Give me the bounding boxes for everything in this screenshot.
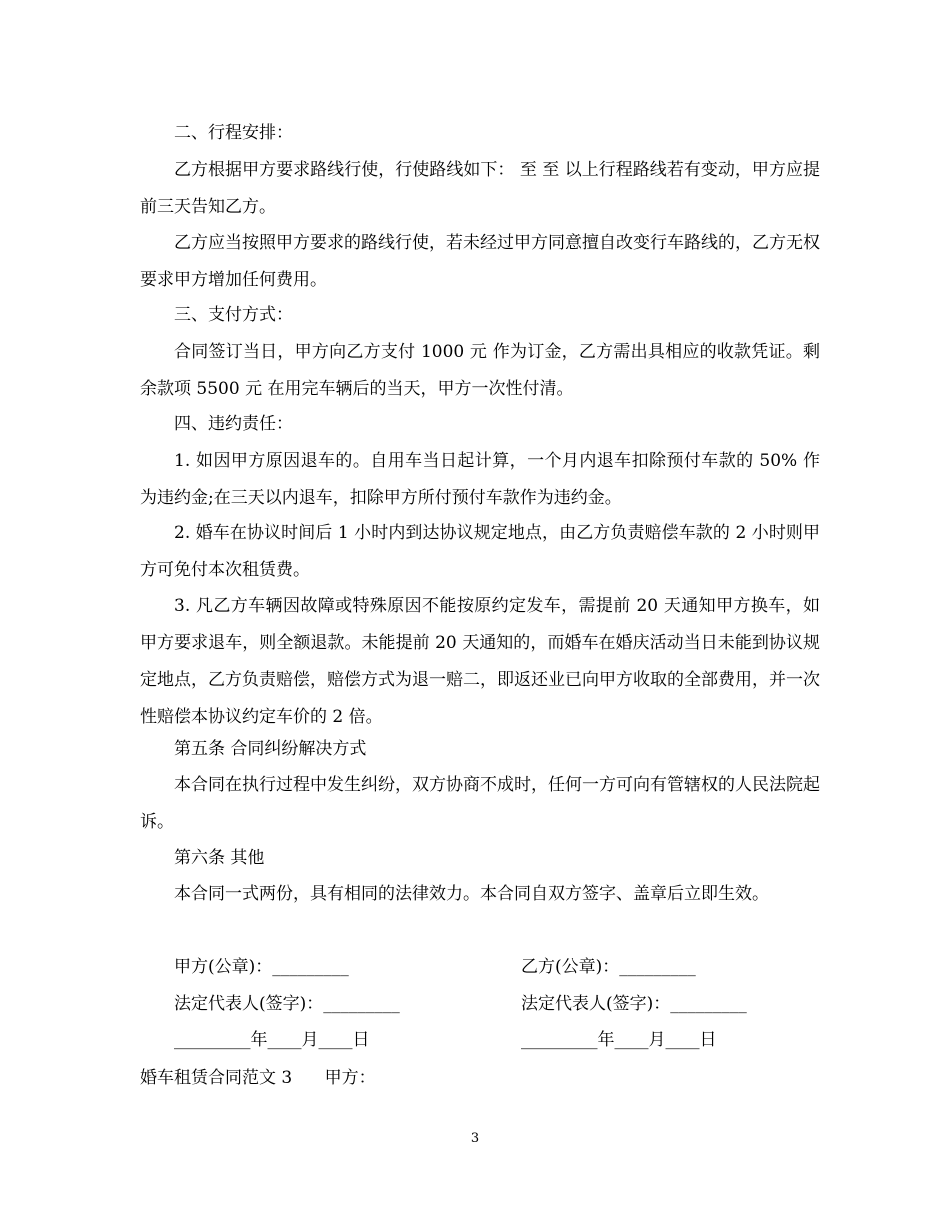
section-heading-other: 第六条 其他 bbox=[174, 848, 265, 868]
section-heading-itinerary: 二、行程安排： bbox=[174, 123, 293, 143]
section-heading-dispute: 第五条 合同纠纷解决方式 bbox=[174, 739, 367, 759]
section-heading-payment: 三、支付方式： bbox=[174, 305, 293, 325]
party-b-date-line: _________年____月____日 bbox=[521, 1030, 717, 1050]
party-a-date-line: _________年____月____日 bbox=[174, 1030, 370, 1050]
paragraph-route: 乙方根据甲方要求路线行使，行使路线如下： 至 至 以上行程路线若有变动，甲方应提前三天告知乙方。 bbox=[140, 160, 820, 217]
paragraph-payment: 合同签订当日，甲方向乙方支付 1000 元 作为订金，乙方需出具相应的收款凭证。剩余款项 5500 元 在用完车辆后的当天，甲方一次性付清。 bbox=[140, 342, 820, 399]
party-a-seal-line: 甲方(公章)：_________ bbox=[174, 957, 349, 977]
party-b-seal-line: 乙方(公章)：_________ bbox=[521, 957, 696, 977]
party-a-rep-line: 法定代表人(签字)：_________ bbox=[174, 994, 400, 1014]
party-b-rep-line: 法定代表人(签字)：_________ bbox=[521, 994, 747, 1014]
next-section-title: 婚车租赁合同范文 3 甲方： bbox=[140, 1068, 376, 1088]
paragraph-breach-1: 1. 如因甲方原因退车的。自用车当日起计算，一个月内退车扣除预付车款的 50% 作为违约金;在三天以内退车，扣除甲方所付预付车款作为违约金。 bbox=[140, 451, 820, 508]
page-number: 3 bbox=[470, 1131, 480, 1146]
section-heading-breach: 四、违约责任： bbox=[174, 414, 293, 434]
paragraph-dispute: 本合同在执行过程中发生纠纷，双方协商不成时，任何一方可向有管辖权的人民法院起诉。 bbox=[140, 775, 820, 832]
paragraph-route-change: 乙方应当按照甲方要求的路线行使，若未经过甲方同意擅自改变行车路线的，乙方无权要求甲方增加任何费用。 bbox=[140, 233, 820, 290]
paragraph-breach-2: 2. 婚车在协议时间后 1 小时内到达协议规定地点，由乙方负责赔偿车款的 2 小时则甲方可免付本次租赁费。 bbox=[140, 523, 820, 580]
paragraph-breach-3: 3. 凡乙方车辆因故障或特殊原因不能按原约定发车，需提前 20 天通知甲方换车，如甲方要求退车，则全额退款。未能提前 20 天通知的，而婚车在婚庆活动当日未能到协议规定地点，乙方负责赔偿，赔偿方式为退一赔二，即返还业已向甲方收取的全部费用，并一次性赔偿本协议约定车价的 2 倍。 bbox=[140, 596, 820, 727]
paragraph-other: 本合同一式两份，具有相同的法律效力。本合同自双方签字、盖章后立即生效。 bbox=[174, 884, 769, 904]
